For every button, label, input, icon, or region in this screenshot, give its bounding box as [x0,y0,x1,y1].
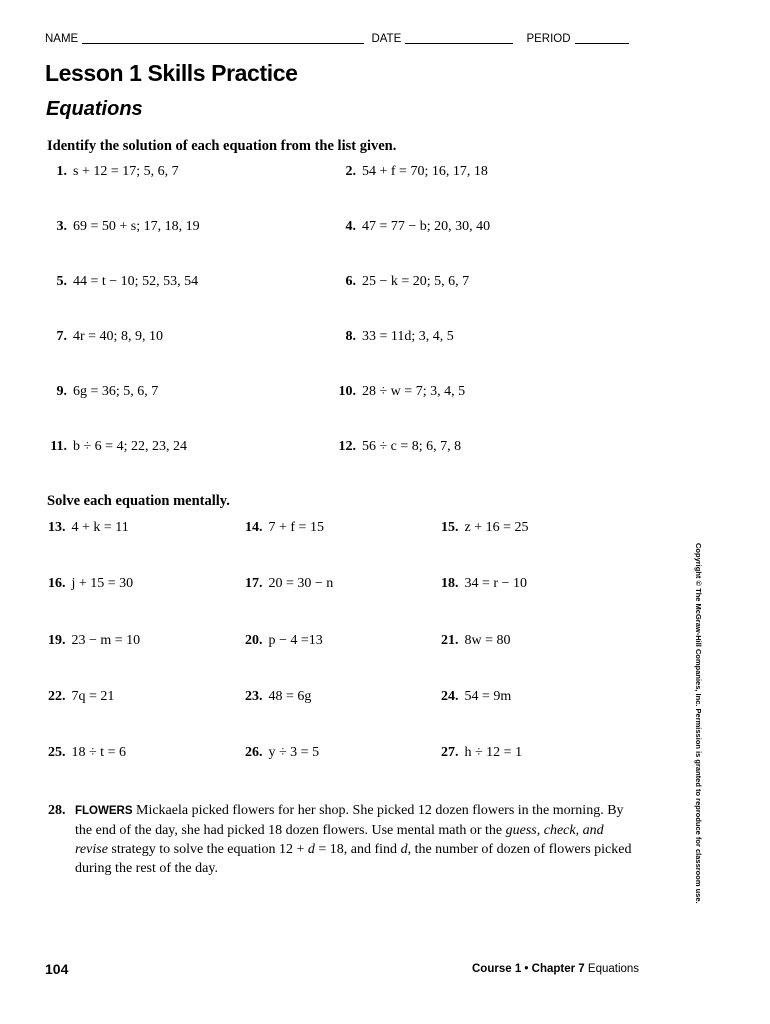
equation: s + 12 = 17; 5, 6, 7 [73,164,179,179]
problem-24: 24. 54 = 9m [441,689,512,704]
equation: 7q = 21 [71,689,115,704]
equation: 25 − k = 20; 5, 6, 7 [362,274,470,289]
equation: 4r = 40; 8, 9, 10 [73,329,163,344]
problem-23: 23. 48 = 6g [245,689,312,704]
equation: 7 + f = 15 [268,520,324,535]
problem-14: 14. 7 + f = 15 [245,520,324,535]
problem-11: 11. b ÷ 6 = 4; 22, 23, 24 [50,439,187,454]
equation: 44 = t − 10; 52, 53, 54 [73,274,199,289]
problem-27: 27. h ÷ 12 = 1 [441,745,523,760]
name-label: NAME [45,33,79,45]
problem-6: 6. 25 − k = 20; 5, 6, 7 [345,274,470,289]
problem-4: 4. 47 = 77 − b; 20, 30, 40 [345,219,491,234]
name-blank[interactable] [82,33,364,44]
period-label: PERIOD [526,33,571,45]
equation: 69 = 50 + s; 17, 18, 19 [73,219,200,234]
equation: 4 + k = 11 [71,520,129,535]
footer-course-info [472,963,639,975]
course-label: Course 1 [472,963,522,975]
problem-9: 9. 6g = 36; 5, 6, 7 [56,384,159,399]
problem-26: 26. y ÷ 3 = 5 [245,745,320,760]
problem-25: 25. 18 ÷ t = 6 [48,745,126,760]
chapter-label: Chapter 7 [531,963,585,975]
date-label: DATE [371,33,402,45]
equation: 54 + f = 70; 16, 17, 18 [362,164,488,179]
problem-21: 21. 8w = 80 [441,633,511,648]
equation: p − 4 =13 [268,633,323,648]
problem-16: 16. j + 15 = 30 [48,576,134,591]
problem-18: 18. 34 = r − 10 [441,576,527,591]
problem-number: 28. [48,803,66,818]
page-subtitle: Equations [46,98,143,120]
worksheet-header [45,33,633,45]
equation: 18 ÷ t = 6 [71,745,126,760]
problem-12: 12. 56 ÷ c = 8; 6, 7, 8 [338,439,462,454]
word-problem-text: FLOWERS Mickaela picked flowers for her shop. She picked 12 dozen flowers in the morning. By the end of the day, she had picked 18 dozen flowers. Use mental math or the guess, check, and revise strategy to solve the equation 12 + d = 18, and find d, the number of dozen of flowers picked during the rest of the day. [75,803,632,876]
equation: z + 16 = 25 [464,520,529,535]
bullet: • [524,963,529,975]
equation: 48 = 6g [268,689,312,704]
problem-28 [48,801,638,878]
period-blank[interactable] [575,33,629,44]
problem-17: 17. 20 = 30 − n [245,576,334,591]
page-number: 104 [45,961,69,977]
problem-8: 8. 33 = 11d; 3, 4, 5 [345,329,454,344]
equation: 8w = 80 [464,633,511,648]
equation: 28 ÷ w = 7; 3, 4, 5 [362,384,466,399]
problem-22: 22. 7q = 21 [48,689,115,704]
problem-19: 19. 23 − m = 10 [48,633,141,648]
equation: y ÷ 3 = 5 [268,745,320,760]
equation: 47 = 77 − b; 20, 30, 40 [362,219,491,234]
equation: 33 = 11d; 3, 4, 5 [362,329,454,344]
equation: 6g = 36; 5, 6, 7 [73,384,159,399]
page-title: Lesson 1 Skills Practice [45,60,298,86]
date-blank[interactable] [405,33,513,44]
equation: 56 ÷ c = 8; 6, 7, 8 [362,439,462,454]
equation: 34 = r − 10 [464,576,527,591]
equation: 20 = 30 − n [268,576,334,591]
chapter-title: Equations [587,963,640,975]
problem-topic: FLOWERS [75,805,133,817]
problem-15: 15. z + 16 = 25 [441,520,529,535]
problem-7: 7. 4r = 40; 8, 9, 10 [56,329,163,344]
equation: 23 − m = 10 [71,633,141,648]
equation: b ÷ 6 = 4; 22, 23, 24 [73,439,187,454]
problem-1: 1. s + 12 = 17; 5, 6, 7 [56,164,179,179]
strategy-name: guess, check, and revise [75,823,604,857]
problem-13: 13. 4 + k = 11 [48,520,129,535]
problem-2: 2. 54 + f = 70; 16, 17, 18 [345,164,488,179]
equation: j + 15 = 30 [71,576,134,591]
section-1-instruction: Identify the solution of each equation from the list given. [47,138,397,154]
problem-10: 10. 28 ÷ w = 7; 3, 4, 5 [338,384,466,399]
problem-20: 20. p − 4 =13 [245,633,323,648]
copyright-notice: Copyright © The McGraw-Hill Companies, Inc. Permission is granted to reproduce for classroom use. [694,543,703,904]
equation: 54 = 9m [464,689,512,704]
problem-3: 3. 69 = 50 + s; 17, 18, 19 [56,219,200,234]
equation: h ÷ 12 = 1 [464,745,523,760]
section-2-instruction: Solve each equation mentally. [47,493,230,509]
problem-5: 5. 44 = t − 10; 52, 53, 54 [56,274,199,289]
